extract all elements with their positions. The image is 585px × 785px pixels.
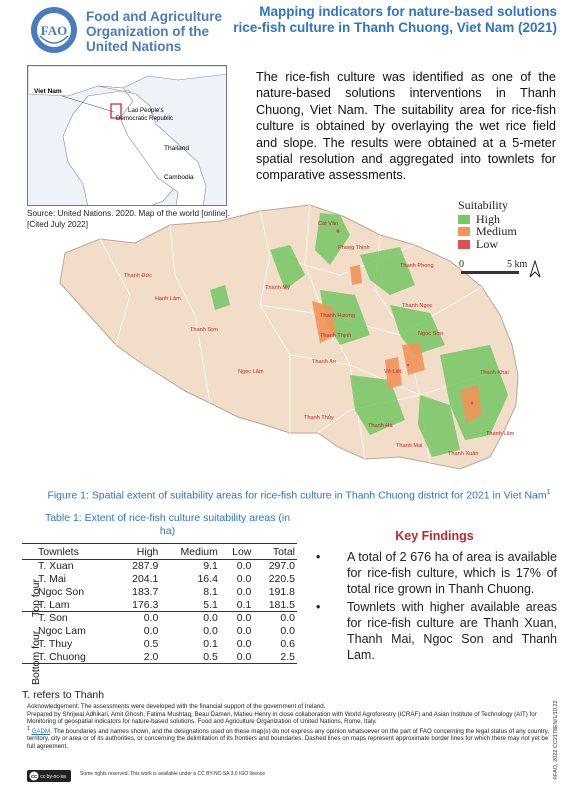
townlet-label: Thanh Sơn (190, 327, 218, 333)
page-title: Mapping indicators for nature-based solutions rice-fish culture in Thanh Chuong, Viet Nam (2021) (233, 4, 557, 35)
legend-title: Suitability (458, 198, 509, 212)
disclaimer: $^1$ GADM. The boundaries and names shown, and the designations used on these map(s) do not express any opinion whatsoever on the part of FAO concerning the legal status of any country, territory, city or area or of its authorities, or concerning the delimitation of its frontiers and boundaries. Dashed lines on maps represent approximate border lines for which there may not yet be full agreement. (27, 725, 550, 751)
locator-label-lao: Lao People's (128, 107, 164, 114)
group-label-bottom: Bottom four (30, 630, 42, 685)
townlet-label: Hạnh Lâm (155, 296, 181, 302)
document-code: ©FAO, 2022 CC2178EN/1/10.22 (553, 700, 559, 780)
townlet-label: Ngọc Sơn (418, 331, 444, 337)
table-header: Total (253, 544, 297, 560)
legend-label: Medium (476, 224, 517, 239)
fao-logo (30, 6, 78, 54)
locator-label-vietnam: Viet Nam (34, 88, 62, 95)
townlet-label: Thanh Đức (124, 273, 152, 279)
table-caption: Table 1: Extent of rice-fish culture suitability areas (in ha) (44, 512, 291, 537)
svg-text:Democratic Republic: Democratic Republic (116, 115, 174, 122)
townlet-label: Võ Liệt (384, 369, 402, 375)
group-label-top: Top four (30, 579, 42, 617)
table-header: Medium (160, 544, 220, 560)
table-row: T. Chuong 2.0 0.5 0.0 2.5 (22, 651, 297, 664)
table-row: T. Mai 204.1 16.4 0.0 220.5 (38, 573, 295, 585)
legend-swatch (458, 227, 470, 236)
townlet-label: Thanh Hương (320, 313, 356, 319)
finding-item: • A total of 2 676 ha of area is available for rice-fish culture, which is 17% of total rice grown in Thanh Chuong. (312, 549, 557, 598)
svg-text:cc: cc (30, 774, 38, 781)
key-findings (312, 529, 557, 664)
townlet-label: Thanh Mai (396, 443, 423, 449)
scale-bar (459, 259, 539, 277)
finding-item: • Townlets with higher available areas for rice-fish culture are Thanh Xuan, Thanh Mai, Ngoc Son and Thanh Lam. (312, 599, 557, 664)
legend-item-low (458, 238, 558, 251)
scale-end: 5 km (507, 259, 528, 270)
table-header: Townlets (22, 544, 117, 560)
scale-start: 0 (459, 259, 464, 270)
locator-source: Source: United Nations. 2020. Map of the world [online]. [Cited July 2022] (27, 209, 230, 229)
gadm-link[interactable]: GADM (31, 727, 51, 735)
townlet-label: Thanh Xuân (448, 451, 479, 457)
townlet-label: Thanh Thịnh (320, 333, 352, 339)
intro-text: The rice-fish culture was identified as one of the nature-based solutions interventions in Thanh Chuong, Viet Nam. The suitability area for rice-fish culture is obtained by overlaying the wet rice field and slope. The results were obtained at a 5-meter spatial resolution and aggregated into townlets for comparative assessments. (256, 70, 556, 183)
locator-label-thailand: Thailand (164, 145, 189, 152)
svg-text:FAO: FAO (40, 23, 68, 38)
locator-map (27, 65, 227, 206)
townlet-label: Thanh Thủy (304, 415, 334, 421)
townlet-label: Phong Thịnh (338, 245, 370, 251)
legend-swatch (458, 240, 470, 249)
acknowledgement: Acknowledgement: The assessments were developed with the financial support of the government of Ireland. (27, 703, 326, 710)
license-text: Some rights reserved. This work is available under a CC BY-NC-SA 3.0 IGO licence (80, 771, 266, 777)
prepared-by: Prepared by Shrijwal Adhikari, Amit Ghosh, Fatima Mushtaq, Beau Damen, Matieu Henry in close collaboration with World Agroforestry (ICRAF) and Asian Institute of Technology (AIT) for Monitoring of geospatial indicators for nature-based solutions. Food and Agriculture Organization of United Nations, Rome, Italy. (27, 710, 537, 726)
legend-label: High (476, 211, 500, 226)
townlet-label: Thanh Lâm (486, 431, 515, 437)
cc-badge-text: cc by-nc-sa (40, 774, 66, 781)
table-note: T. refers to Thanh (22, 689, 105, 701)
table-row: T. Lam 176.3 5.1 0.1 181.5 (38, 598, 295, 611)
map-legend (458, 199, 558, 251)
table-header: High (117, 544, 161, 560)
townlet-label: Thanh An (312, 359, 336, 365)
figure-caption: Figure 1: Spatial extent of suitability areas for rice-fish culture in Thanh Chuong district for 2021 in Viet Nam$^1$ (47, 489, 551, 502)
townlet-label: Cát Văn (318, 221, 339, 227)
north-arrow-icon (528, 260, 542, 278)
table-row: T. Son 0.0 0.0 0.0 0.0 (22, 612, 297, 625)
legend-item-medium (458, 226, 558, 239)
locator-label-cambodia: Cambodia (164, 174, 194, 181)
table-row: Ngoc Lam 0.0 0.0 0.0 0.0 (38, 625, 295, 637)
townlet-label: Thanh Phong (400, 263, 434, 269)
suitability-table (22, 543, 297, 685)
townlet-label: Thanh Mỹ (265, 285, 290, 291)
table-header: Low (220, 544, 253, 560)
footer-notes (27, 703, 557, 751)
table-row: T. Xuan 287.9 9.1 0.0 297.0 (38, 560, 295, 573)
legend-swatch (458, 215, 470, 224)
table-row: Ngoc Son 183.7 8.1 0.0 191.8 (38, 586, 295, 598)
org-name: Food and Agriculture Organization of the United Nations (86, 9, 222, 54)
key-findings-title: Key Findings (395, 529, 474, 543)
table-row: T. Thuy 0.5 0.1 0.0 0.6 (38, 638, 295, 650)
table-header-row (22, 544, 297, 560)
cc-license-badge[interactable] (27, 770, 71, 782)
townlet-label: Thanh Ngọc (402, 303, 433, 309)
townlet-label: Ngọc Lâm (238, 369, 264, 375)
legend-label: Low (476, 236, 498, 251)
townlet-label: Thanh Khai (480, 370, 509, 376)
townlet-label: Thanh Hà (368, 423, 393, 429)
